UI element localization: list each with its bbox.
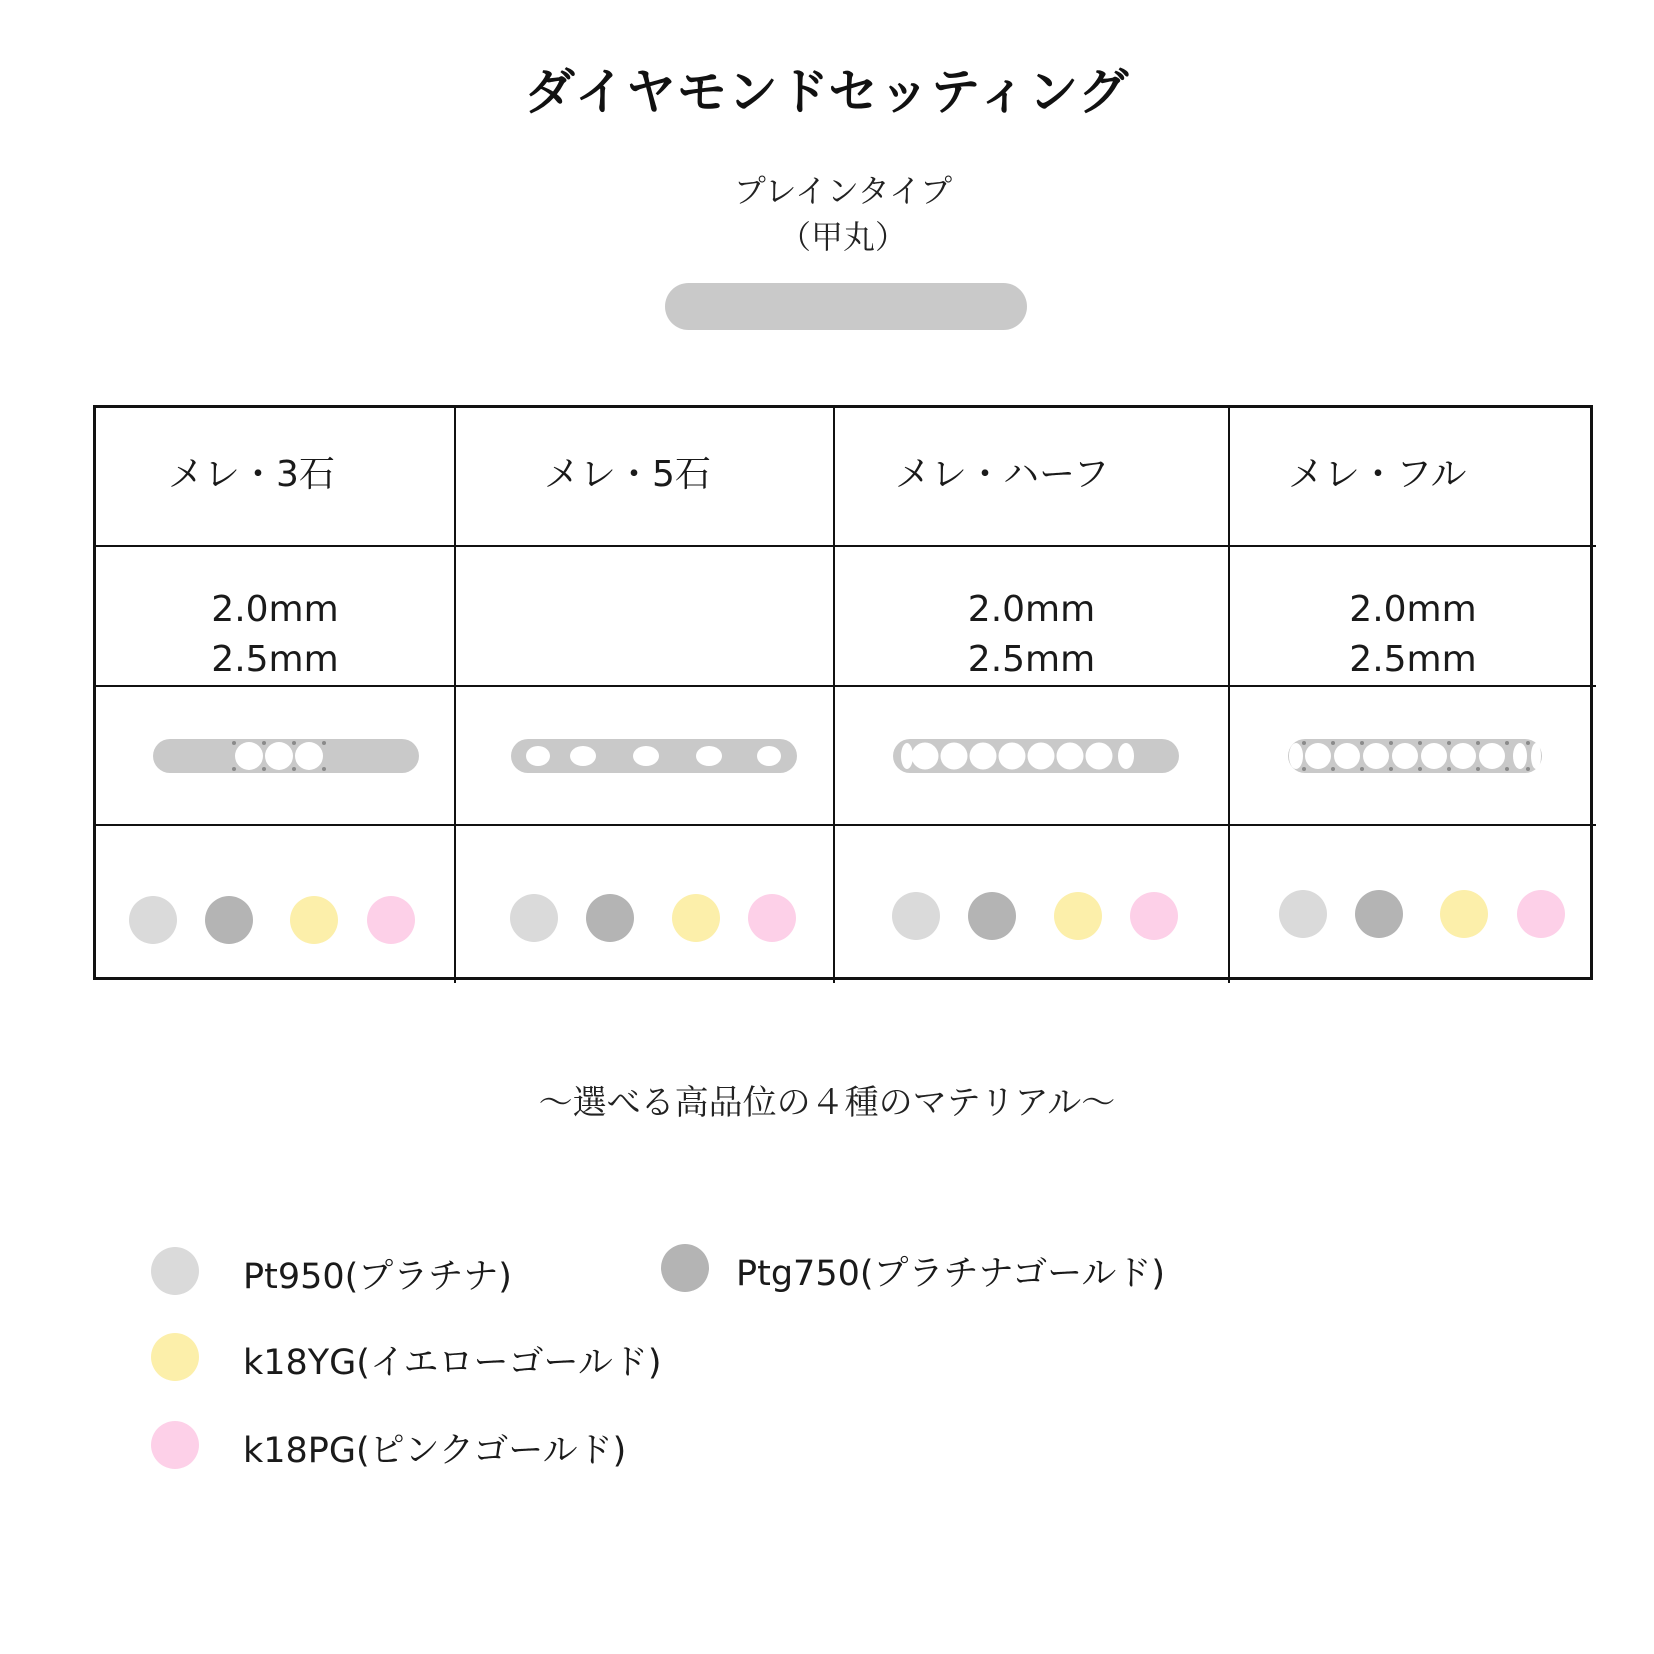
- legend-label: k18PG(ピンクゴールド): [243, 1431, 627, 1471]
- illustration-cell-5-stones: [456, 687, 835, 826]
- k18yg-swatch: [1440, 890, 1488, 938]
- materials-cell-3-stones: [96, 826, 456, 983]
- materials-cell-5-stones: [456, 826, 835, 983]
- legend-item-pt950: [151, 1247, 671, 1297]
- pt950-swatch: [129, 896, 177, 944]
- ptg750-swatch: [968, 892, 1016, 940]
- setting-table: [93, 405, 1593, 980]
- plain-ring-illustration: [665, 283, 1027, 330]
- ptg750-swatch: [586, 894, 634, 942]
- pt950-swatch: [892, 892, 940, 940]
- header-cell-full: [1230, 408, 1596, 547]
- plain-type-label: プレインタイプ: [733, 172, 953, 210]
- k18pg-swatch: [367, 896, 415, 944]
- k18pg-swatch: [1517, 890, 1565, 938]
- k18yg-swatch: [1054, 892, 1102, 940]
- header-full: メレ・フル: [1288, 454, 1467, 495]
- plain-type-caption: [643, 168, 1043, 260]
- illustration-cell-full: [1230, 687, 1596, 826]
- k18pg-swatch: [1130, 892, 1178, 940]
- size-cell-3-stones: [96, 547, 456, 687]
- ring-5-stones-illustration: [456, 687, 833, 824]
- material-dots: [96, 896, 454, 956]
- size-a: 2.0mm: [1349, 589, 1477, 630]
- pt950-swatch: [1279, 890, 1327, 938]
- ptg750-swatch: [205, 896, 253, 944]
- header-3-stones: メレ・3石: [168, 454, 335, 495]
- size-a: 2.0mm: [211, 589, 339, 630]
- size-cell-full: [1230, 547, 1596, 687]
- material-dots: [1230, 890, 1596, 950]
- ring-half-eternity-illustration: [835, 687, 1228, 824]
- size-cell-5-stones: [456, 547, 835, 687]
- size-b: 2.5mm: [211, 639, 339, 680]
- pt950-swatch: [510, 894, 558, 942]
- k18pg-swatch: [748, 894, 796, 942]
- page-title: ダイヤモンドセッティング: [524, 63, 1130, 121]
- ptg750-swatch: [661, 1244, 709, 1292]
- ptg750-swatch: [1355, 890, 1403, 938]
- k18yg-swatch: [672, 894, 720, 942]
- illustration-cell-half: [835, 687, 1230, 826]
- header-half: メレ・ハーフ: [895, 454, 1110, 495]
- legend-label: k18YG(イエローゴールド): [243, 1343, 662, 1383]
- material-dots: [835, 892, 1228, 952]
- materials-title: 〜選べる高品位の４種のマテリアル〜: [538, 1083, 1116, 1123]
- ring-3-stones-illustration: [96, 687, 454, 824]
- illustration-cell-3-stones: [96, 687, 456, 826]
- k18yg-swatch: [290, 896, 338, 944]
- header-cell-3-stones: [96, 408, 456, 547]
- size-b: 2.5mm: [967, 639, 1096, 680]
- pt950-swatch: [151, 1247, 199, 1295]
- k18yg-swatch: [151, 1333, 199, 1381]
- size-b: 2.5mm: [1349, 639, 1477, 680]
- header-cell-5-stones: [456, 408, 835, 547]
- ring-full-eternity-illustration: [1230, 687, 1594, 824]
- legend-item-ptg750: [661, 1244, 1221, 1294]
- materials-cell-half: [835, 826, 1230, 983]
- header-5-stones: メレ・5石: [544, 454, 711, 495]
- legend-label: Pt950(プラチナ): [243, 1257, 512, 1297]
- k18pg-swatch: [151, 1421, 199, 1469]
- size-cell-half: [835, 547, 1230, 687]
- material-dots: [456, 894, 833, 954]
- header-cell-half: [835, 408, 1230, 547]
- legend-item-k18yg: [151, 1333, 711, 1383]
- materials-cell-full: [1230, 826, 1596, 983]
- legend-label: Ptg750(プラチナゴールド): [736, 1254, 1166, 1294]
- legend-item-k18pg: [151, 1421, 711, 1471]
- size-a: 2.0mm: [967, 589, 1096, 630]
- plain-type-shape: （甲丸）: [778, 218, 907, 256]
